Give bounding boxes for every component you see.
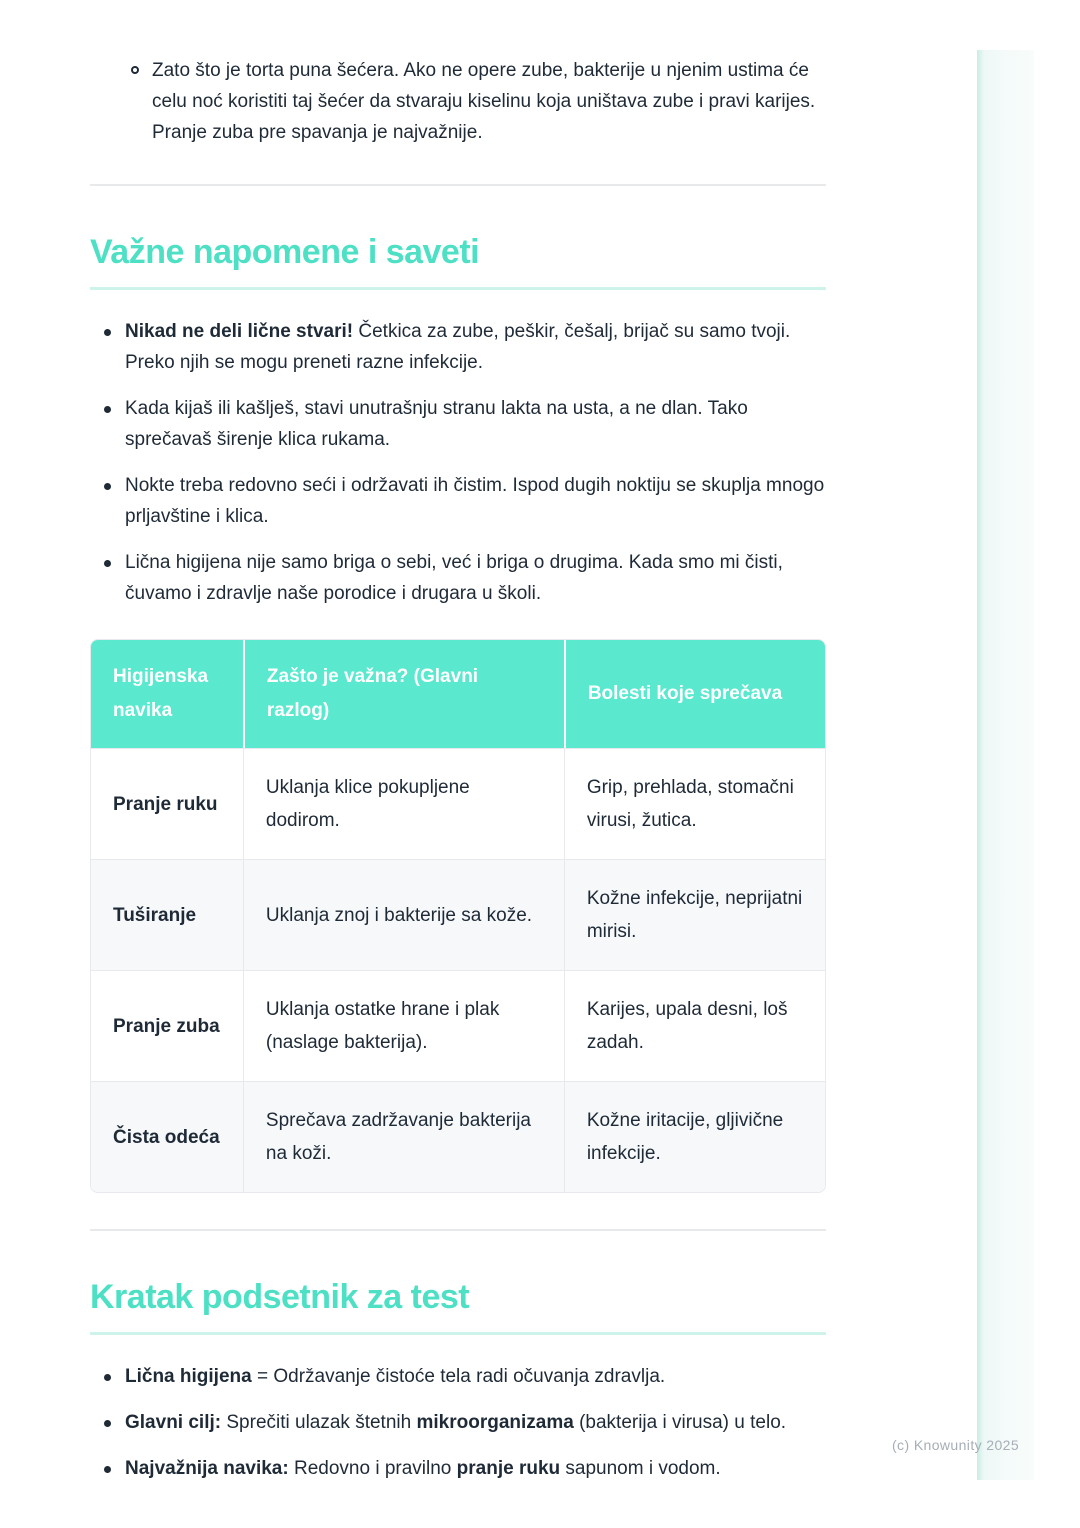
section-divider	[90, 1229, 826, 1231]
table-cell: Uklanja klice pokupljene dodirom.	[243, 748, 564, 859]
table-header-cell: Zašto je važna? (Glavni razlog)	[243, 640, 564, 748]
table-header-cell: Bolesti koje sprečava	[564, 640, 825, 748]
document-content	[90, 0, 826, 1499]
list-item	[90, 547, 826, 609]
table-row	[91, 970, 825, 1081]
section-title-notes: Važne napomene i saveti	[90, 233, 480, 271]
list-item-text: Lična higijena = Održavanje čistoće tela radi očuvanja zdravlja.	[125, 1366, 666, 1387]
hygiene-table-header	[91, 640, 825, 748]
list-item-text: Glavni cilj: Sprečiti ulazak štetnih mikroorganizama (bakterija i virusa) u telo.	[125, 1412, 787, 1433]
dot-bullet-marker	[104, 329, 111, 336]
list-item	[90, 1361, 826, 1392]
dot-bullet-marker	[104, 1374, 111, 1381]
intro-sub-bullet-list	[90, 0, 826, 148]
dot-bullet-marker	[104, 406, 111, 413]
list-item-text: Nokte treba redovno seći i održavati ih čistim. Ispod dugih noktiju se skuplja mnogo prljavštine i klica.	[125, 475, 825, 527]
list-item	[90, 1407, 826, 1438]
list-item-text: Zato što je torta puna šećera. Ako ne opere zube, bakterije u njenim ustima će celu noć koristiti taj šećer da stvaraju kiselinu koja uništava zube i pravi karijes. Pranje zuba pre spavanja je najvažnije.	[152, 60, 816, 143]
list-item-text: Lična higijena nije samo briga o sebi, već i briga o drugima. Kada smo mi čisti, čuvamo i zdravlje naše porodice i drugara u školi.	[125, 552, 783, 604]
table-cell: Tuširanje	[91, 859, 243, 970]
list-item	[90, 55, 826, 148]
recap-bullet-list	[90, 1361, 826, 1484]
list-item	[90, 393, 826, 455]
dot-bullet-marker	[104, 1420, 111, 1427]
table-cell: Kožne iritacije, gljivične infekcije.	[564, 1081, 825, 1192]
list-item-text: Najvažnija navika: Redovno i pravilno pranje ruku sapunom i vodom.	[125, 1458, 721, 1479]
notes-bullet-list	[90, 316, 826, 609]
table-cell: Pranje ruku	[91, 748, 243, 859]
hygiene-table-body	[91, 748, 825, 1192]
table-cell: Čista odeća	[91, 1081, 243, 1192]
dot-bullet-marker	[104, 1466, 111, 1473]
section-divider	[90, 184, 826, 186]
list-item-text: Nikad ne deli lične stvari! Četkica za zube, peškir, češalj, brijač su samo tvoji. Preko njih se mogu preneti razne infekcije.	[125, 321, 791, 373]
list-item	[90, 470, 826, 532]
title-underline	[90, 287, 826, 290]
table-cell: Sprečava zadržavanje bakterija na koži.	[243, 1081, 564, 1192]
table-row	[91, 859, 825, 970]
table-cell: Kožne infekcije, neprijatni mirisi.	[564, 859, 825, 970]
circle-bullet-marker	[131, 66, 139, 74]
dot-bullet-marker	[104, 560, 111, 567]
table-header-cell: Higijenska navika	[91, 640, 243, 748]
table-row	[91, 748, 825, 859]
table-cell: Karijes, upala desni, loš zadah.	[564, 970, 825, 1081]
table-cell: Grip, prehlada, stomačni virusi, žutica.	[564, 748, 825, 859]
list-item-text: Kada kijaš ili kašlješ, stavi unutrašnju stranu lakta na usta, a ne dlan. Tako sprečavaš širenje klica rukama.	[125, 398, 748, 450]
table-cell: Pranje zuba	[91, 970, 243, 1081]
page-edge-accent-strip	[977, 50, 1034, 1480]
table-cell: Uklanja znoj i bakterije sa kože.	[243, 859, 564, 970]
table-row	[91, 1081, 825, 1192]
table-cell: Uklanja ostatke hrane i plak (naslage bakterija).	[243, 970, 564, 1081]
list-item	[90, 316, 826, 378]
dot-bullet-marker	[104, 483, 111, 490]
copyright-watermark: (c) Knowunity 2025	[892, 1437, 1020, 1453]
list-item	[90, 1453, 826, 1484]
section-title-recap: Kratak podsetnik za test	[90, 1278, 470, 1316]
title-underline	[90, 1332, 826, 1335]
hygiene-table	[90, 639, 826, 1193]
